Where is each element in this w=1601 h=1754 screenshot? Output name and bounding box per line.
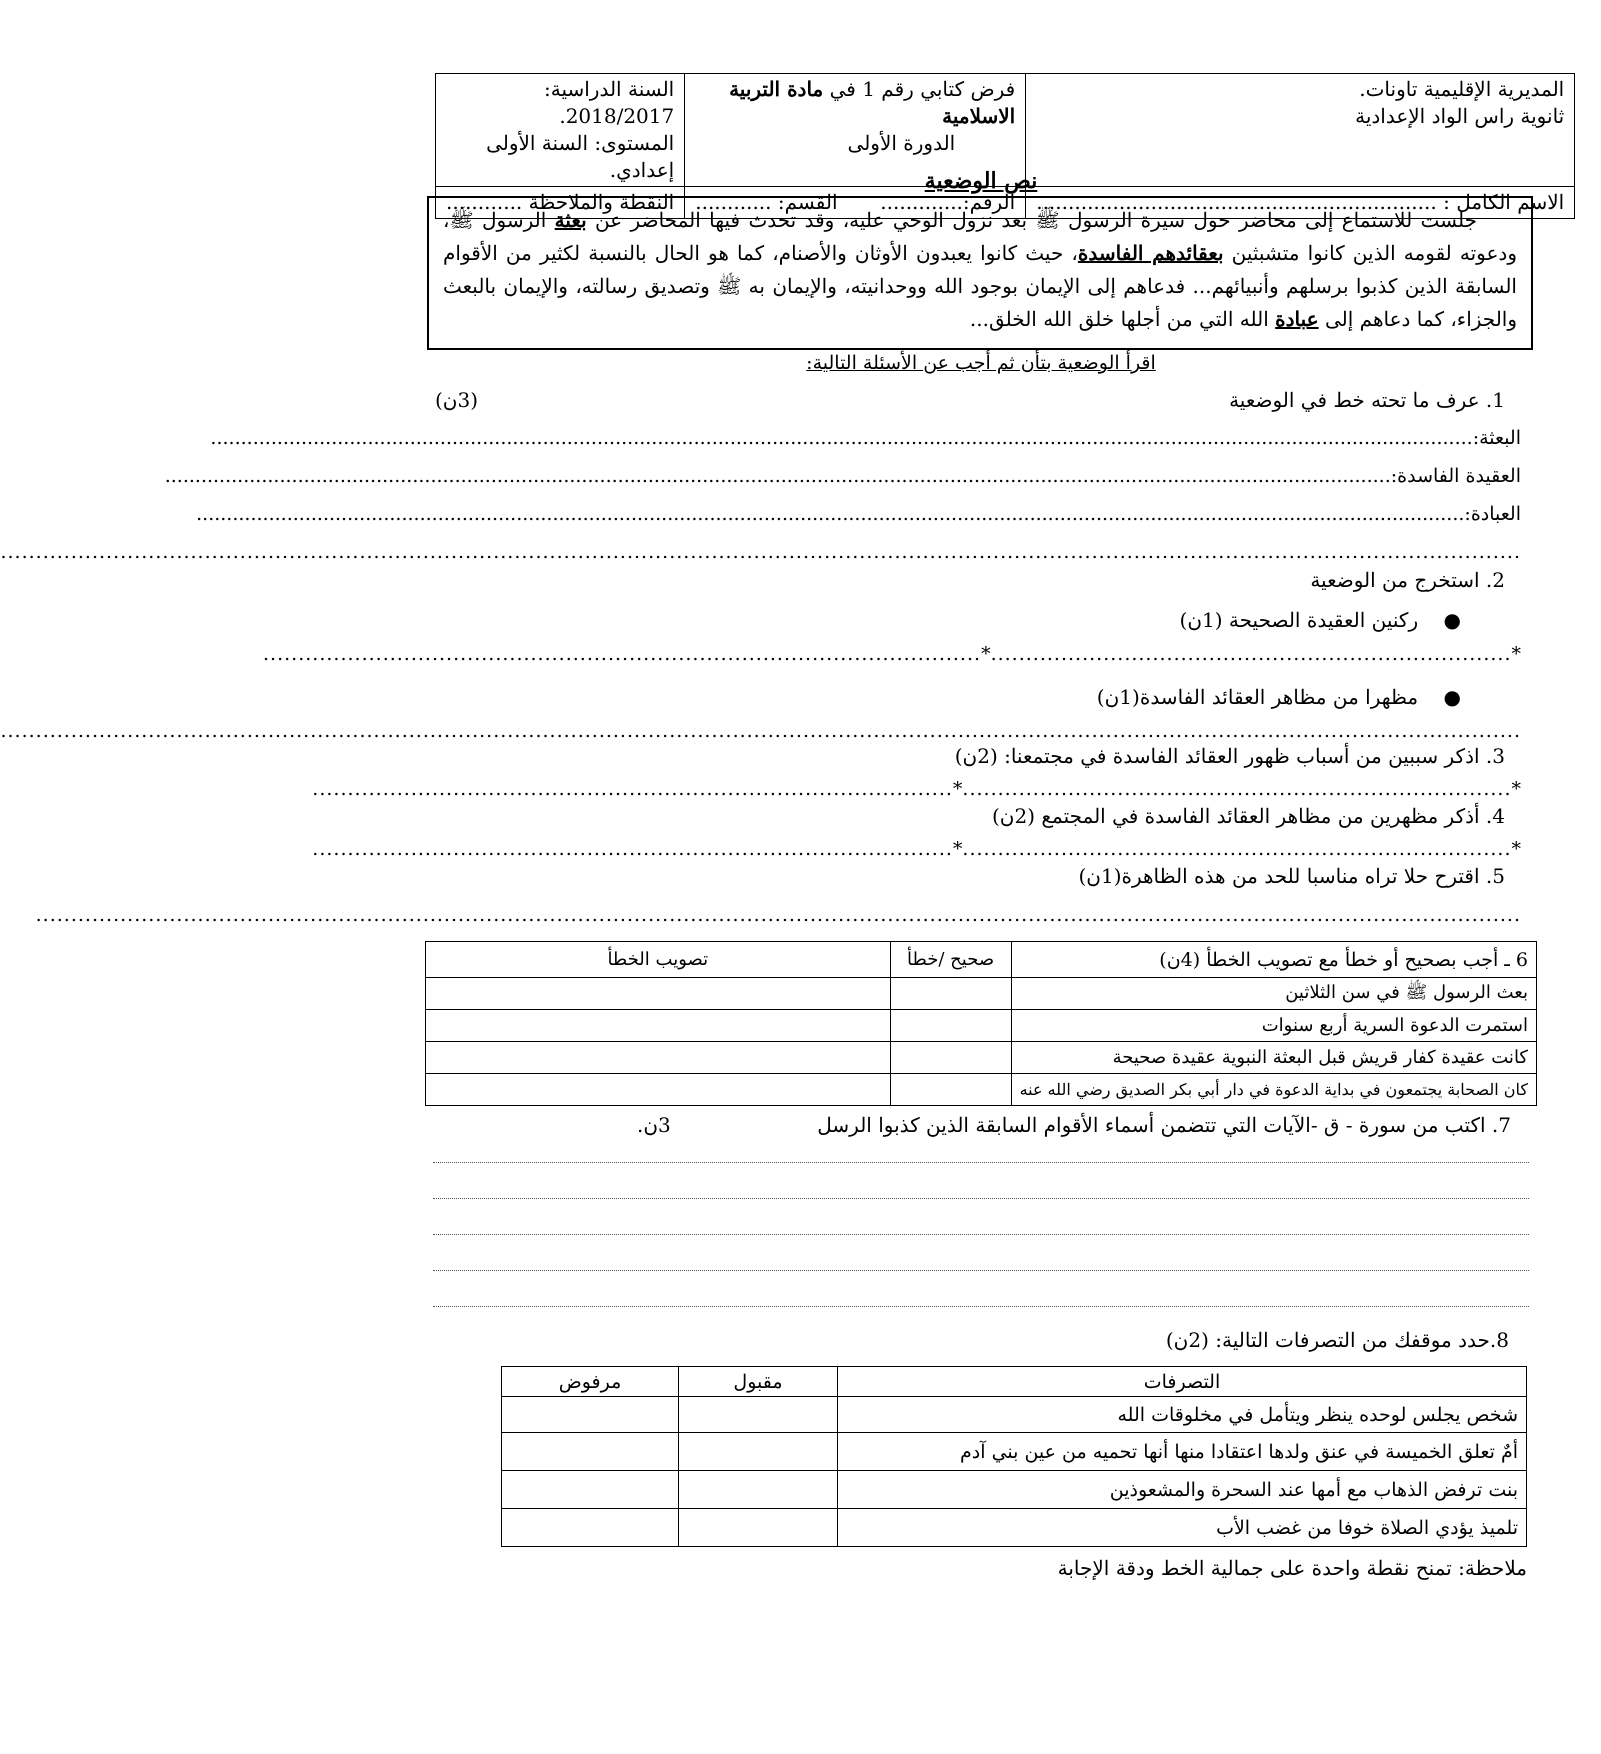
q6-statement: استمرت الدعوة السرية أربع سنوات	[1011, 1010, 1536, 1042]
grade-field[interactable]: النقطة والملاحظة ............	[436, 187, 685, 219]
q7-answer-line[interactable]	[433, 1306, 1529, 1307]
term-label: الدورة الأولى	[847, 131, 956, 155]
table-row	[502, 1433, 1527, 1471]
q1-answer-aqida[interactable]: العقيدة الفاسدة:...........................................................................................................................................................................................................	[164, 465, 1521, 487]
table-row	[426, 978, 1537, 1010]
q8-action: شخص يجلس لوحده ينظر ويتأمل في مخلوقات الله	[838, 1397, 1527, 1433]
table-row	[426, 1074, 1537, 1106]
q7-answer-line[interactable]	[433, 1162, 1529, 1163]
name-field[interactable]: الاسم الكامل : ...............................................................	[1026, 187, 1575, 219]
q6-fix-cell[interactable]	[426, 1074, 891, 1106]
number-field[interactable]: الرقم:.............	[880, 190, 1016, 214]
passage-box: جلست للاستماع إلى محاضر حول سيرة الرسول ﷺ بعد نزول الوحي عليه، وقد تحدث فيها المحاضر عن بعثة الرسول ﷺ، ودعوته لقومه الذين كانوا متشبثين بعقائدهم الفاسدة، حيث كانوا يعبدون الأوثان والأصنام، كما هو الحال بالنسبة لكثير من الأقوام السابقة الذين كذبوا برسلهم وأنبيائهم... فدعاهم إلى الإيمان بوجود الله ووحدانيته، والإيمان به ﷺ وتصديق رسالته، والإيمان بالبعث والجزاء، كما دعاهم إلى عبادة الله التي من أجلها خلق الله الخلق...	[427, 196, 1533, 350]
q8-action: تلميذ يؤدي الصلاة خوفا من غضب الأب	[838, 1509, 1527, 1547]
q8-accept-cell[interactable]	[679, 1433, 838, 1471]
q2-answer-2[interactable]: ........................................................................................................................................................................................................................	[0, 720, 1521, 742]
table-row	[426, 1042, 1537, 1074]
q6-col-fix: تصويب الخطأ	[426, 942, 891, 978]
q7-answer-line[interactable]	[433, 1234, 1529, 1235]
q7-label: 7. اكتب من سورة - ق -الآيات التي تتضمن أسماء الأقوام السابقة الذين كذبوا الرسل	[817, 1113, 1511, 1137]
school-year: السنة الدراسية: 2018/2017.	[544, 77, 675, 128]
q8-reject-cell[interactable]	[502, 1509, 679, 1547]
q6-fix-cell[interactable]	[426, 1042, 891, 1074]
q6-statement: كانت عقيدة كفار قريش قبل البعثة النبوية عقيدة صحيحة	[1011, 1042, 1536, 1074]
q5-answer[interactable]: ...................................................................................................................................................................................................................	[35, 904, 1521, 926]
q8-col-action: التصرفات	[838, 1367, 1527, 1397]
q6-tf-cell[interactable]	[890, 978, 1011, 1010]
q7-answer-line[interactable]	[433, 1198, 1529, 1199]
q2-bullet-2: ● مظهرا من مظاهر العقائد الفاسدة(1ن)	[1096, 685, 1461, 709]
table-row	[426, 1010, 1537, 1042]
table-row	[502, 1509, 1527, 1547]
school-name: ثانوية راس الواد الإعدادية	[1355, 104, 1565, 128]
q8-reject-cell[interactable]	[502, 1433, 679, 1471]
q1-points: (3ن)	[435, 388, 479, 412]
q8-label: 8.حدد موقفك من التصرفات التالية: (2ن)	[1165, 1328, 1509, 1352]
instruction: اقرأ الوضعية بتأن ثم أجب عن الأسئلة التالية:	[806, 352, 1156, 374]
q2-label: 2. استخرج من الوضعية	[1310, 568, 1505, 592]
class-field[interactable]: القسم: ............	[695, 190, 838, 214]
q8-accept-cell[interactable]	[679, 1471, 838, 1509]
q2-answer-1[interactable]: *..........................................................................*......................................................................................................	[263, 643, 1521, 665]
q8-action: بنت ترفض الذهاب مع أمها عند السحرة والمشعوذين	[838, 1471, 1527, 1509]
q8-col-reject: مرفوض	[502, 1367, 679, 1397]
q4-label: 4. أذكر مظهرين من مظاهر العقائد الفاسدة في المجتمع (2ن)	[991, 804, 1505, 828]
table-row	[502, 1471, 1527, 1509]
directorate: المديرية الإقليمية تاونات.	[1359, 77, 1565, 101]
q8-table	[501, 1366, 1527, 1547]
header-left-cell	[436, 74, 685, 187]
exam-title: فرض كتابي رقم 1 في مادة التربية الاسلامية	[729, 77, 1016, 128]
q3-label: 3. اذكر سببين من أسباب ظهور العقائد الفاسدة في مجتمعنا: (2ن)	[954, 744, 1505, 768]
q8-col-accept: مقبول	[679, 1367, 838, 1397]
q2-bullet-1: ● ركنين العقيدة الصحيحة (1ن)	[1179, 608, 1461, 632]
q4-answer[interactable]: *..............................................................................*...........................................................................................	[312, 838, 1521, 860]
q5-label: 5. اقترح حلا تراه مناسبا للحد من هذه الظاهرة(1ن)	[1078, 864, 1505, 888]
underlined-aqaid: بعقائدهم الفاسدة	[1077, 241, 1224, 265]
table-row	[502, 1397, 1527, 1433]
q1-answer-bi3tha[interactable]: البعثة:.................................................................................................................................................................................................................	[210, 427, 1521, 449]
q8-action: أمٌ تعلق الخميسة في عنق ولدها اعتقادا منها أنها تحميه من عين بني آدم	[838, 1433, 1527, 1471]
q6-col-tf: صحيح /خطأ	[890, 942, 1011, 978]
q8-reject-cell[interactable]	[502, 1471, 679, 1509]
q8-accept-cell[interactable]	[679, 1509, 838, 1547]
q6-statement: كان الصحابة يجتمعون في بداية الدعوة في دار أبي بكر الصديق رضي الله عنه	[1011, 1074, 1536, 1106]
q6-fix-cell[interactable]	[426, 1010, 891, 1042]
q7-points: 3ن.	[637, 1113, 671, 1137]
q6-tf-cell[interactable]	[890, 1074, 1011, 1106]
q8-accept-cell[interactable]	[679, 1397, 838, 1433]
q6-statement: بعث الرسول ﷺ في سن الثلاثين	[1011, 978, 1536, 1010]
underlined-ibada: عبادة	[1275, 307, 1319, 331]
q7-answer-line[interactable]	[433, 1270, 1529, 1271]
level: المستوى: السنة الأولى إعدادي.	[486, 131, 675, 182]
footer-note: ملاحظة: تمنح نقطة واحدة على جمالية الخط ودقة الإجابة	[1057, 1556, 1527, 1580]
q6-table	[425, 941, 1537, 1106]
q3-answer[interactable]: *..............................................................................*...........................................................................................	[312, 778, 1521, 800]
q6-tf-cell[interactable]	[890, 1010, 1011, 1042]
q6-label: 6 ـ أجب بصحيح أو خطأ مع تصويب الخطأ (4ن)	[1011, 942, 1536, 978]
underlined-bi3tha: بعثة	[554, 208, 587, 232]
q6-fix-cell[interactable]	[426, 978, 891, 1010]
passage-title: نص الوضعية	[924, 168, 1038, 194]
q8-reject-cell[interactable]	[502, 1397, 679, 1433]
q1-answer-extra[interactable]: ........................................................................................................................................................................................................................	[0, 541, 1521, 563]
q1-answer-ibada[interactable]: العبادة:..................................................................................................................................................................................................................	[196, 503, 1521, 525]
q6-tf-cell[interactable]	[890, 1042, 1011, 1074]
q1-label: 1. عرف ما تحته خط في الوضعية	[1229, 388, 1505, 412]
